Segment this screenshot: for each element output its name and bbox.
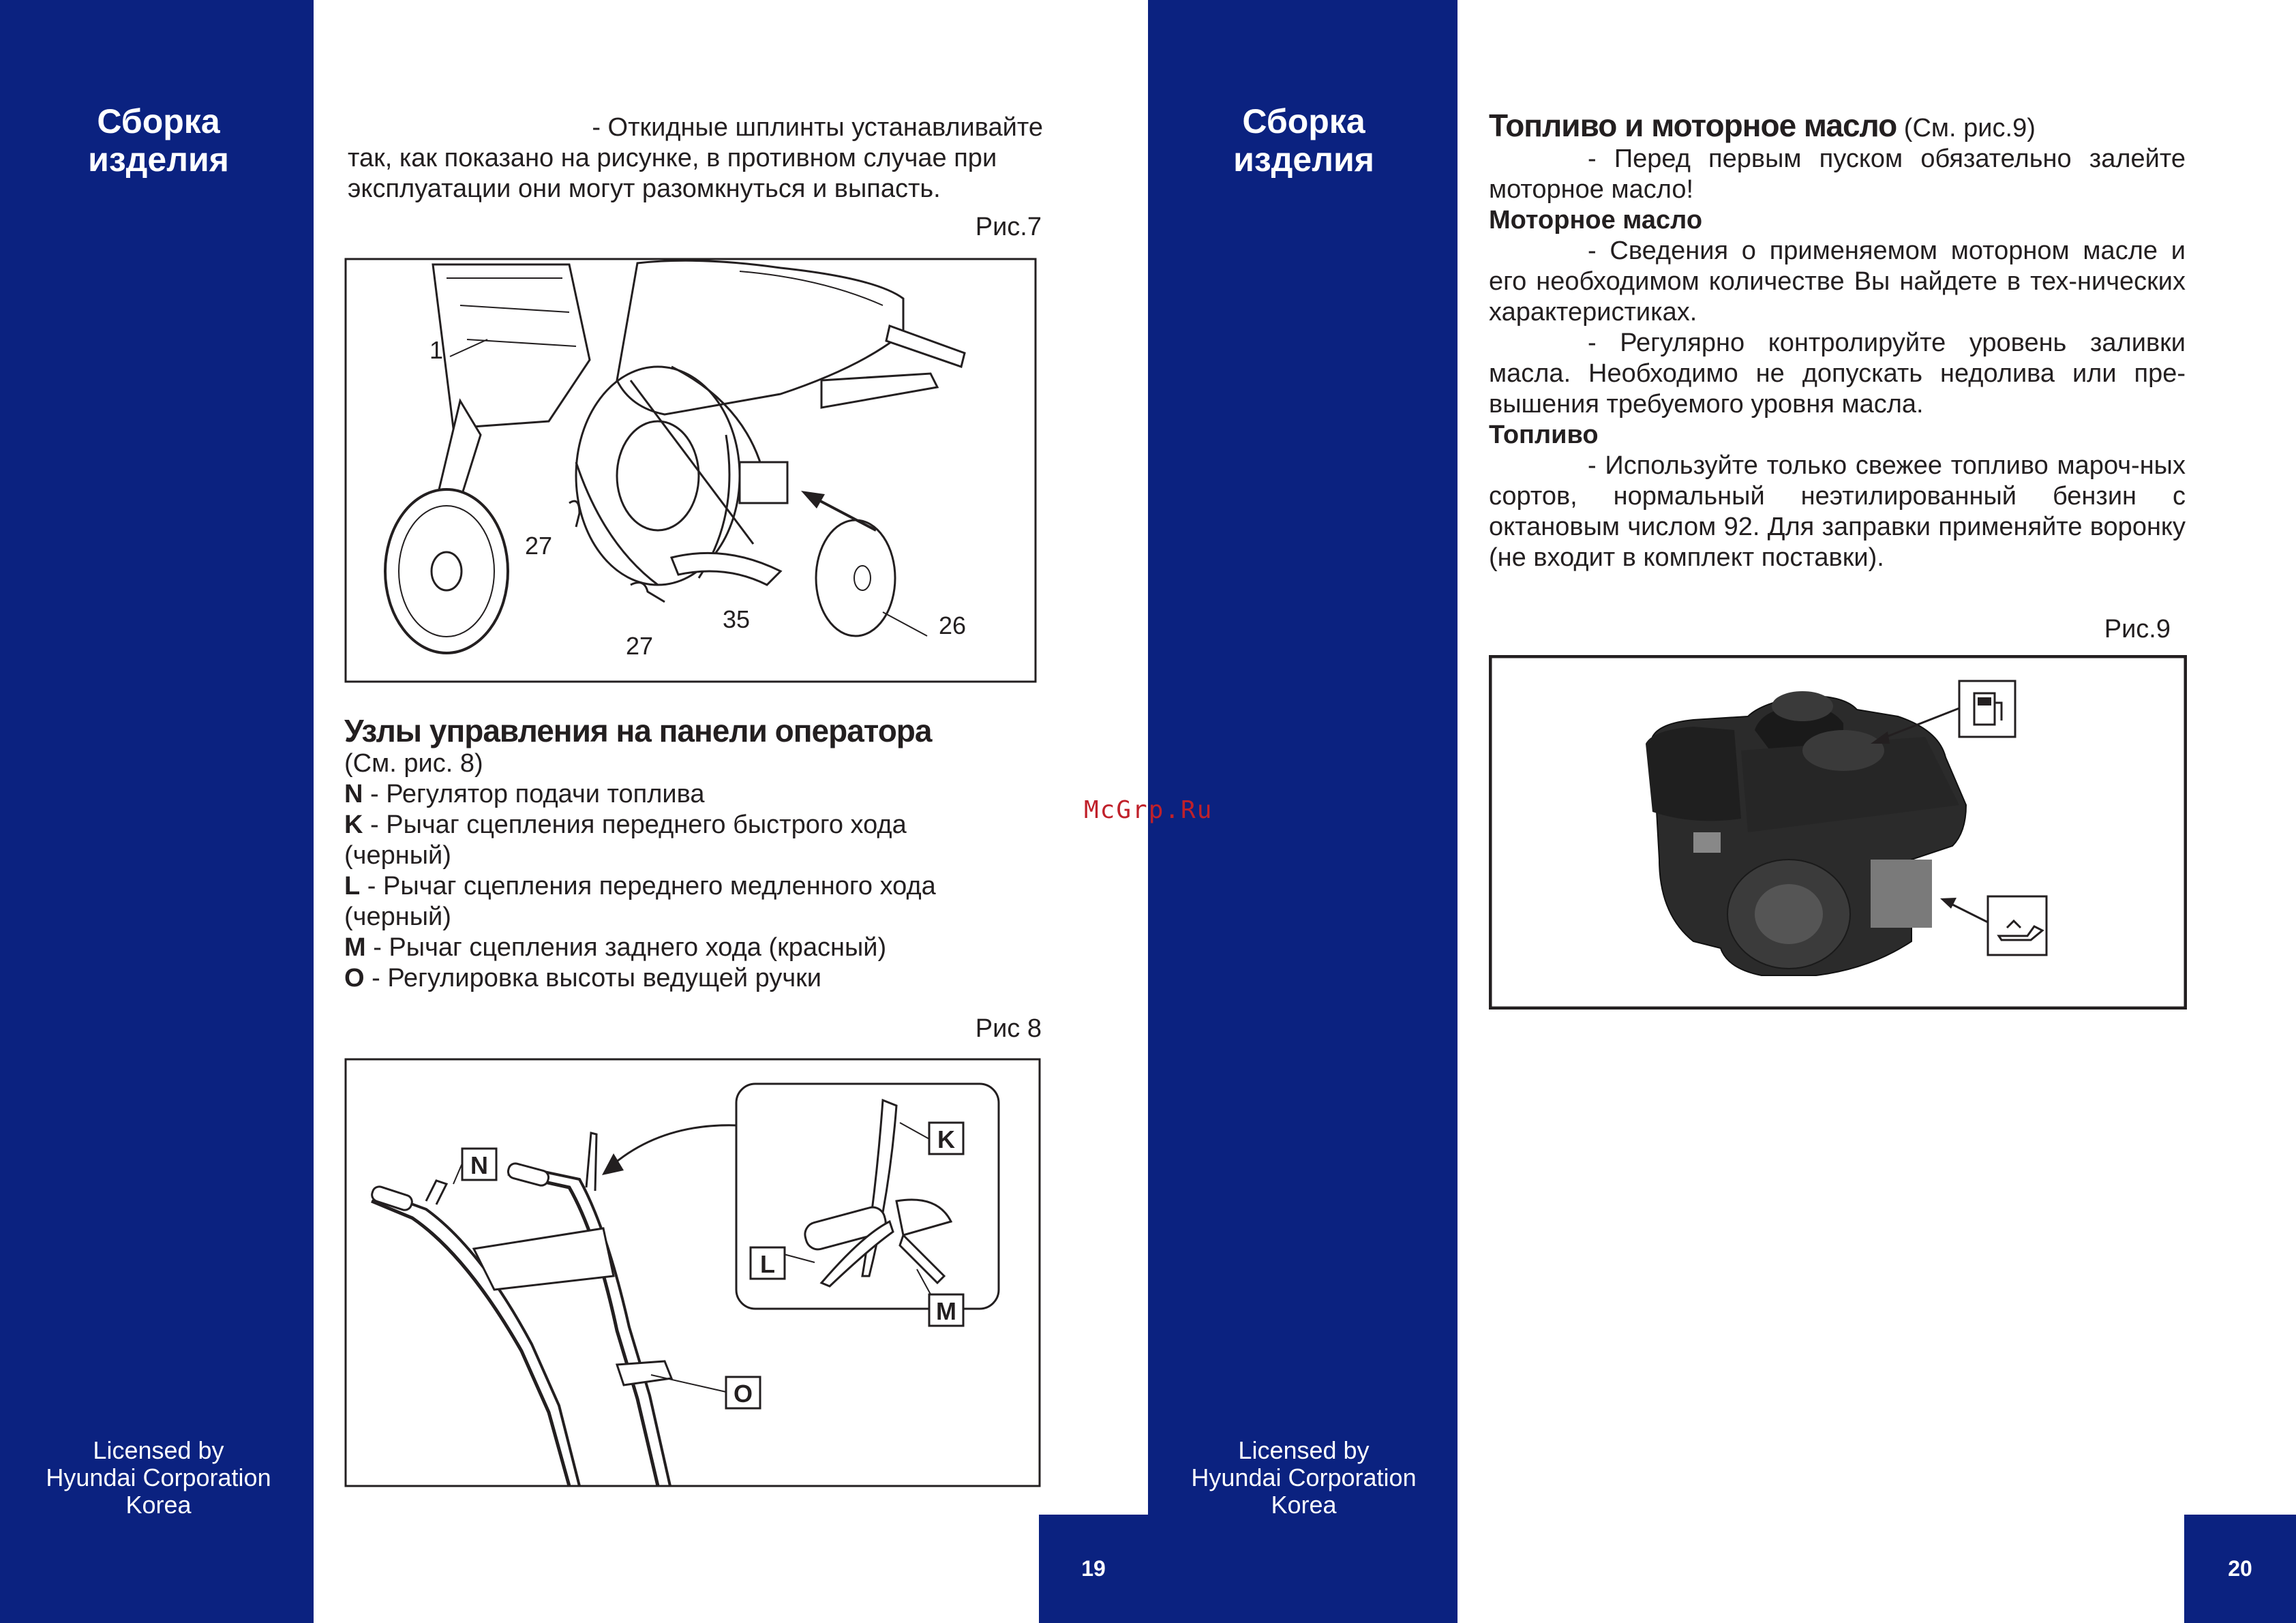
- fuel-oil-heading-ref: (См. рис.9): [1897, 114, 2036, 142]
- left-intro-text: [348, 112, 1044, 204]
- fig8-label-m: M: [936, 1297, 956, 1325]
- fig7-caption: Рис.7: [975, 213, 1042, 241]
- right-sidebar-title: [1186, 102, 1421, 179]
- fig7-tiller-drawing: [344, 258, 1037, 683]
- oil-heading: Моторное масло: [1489, 206, 1703, 234]
- fuel-heading: Топливо: [1489, 421, 1599, 449]
- left-license-line1: Licensed by: [93, 1436, 224, 1464]
- intro-line-1: - Откидные шплинты устанавливайте: [592, 113, 1043, 142]
- para-fuel: - Используйте только свежее топливо мароч-ных сортов, нормальный неэтилированный бензин с октановым числом 92. Для заправки применяйте воронку (не входит в комплект поставки).: [1489, 451, 2186, 572]
- left-sidebar-band: [0, 0, 314, 1623]
- right-page-number: 20: [2228, 1556, 2252, 1581]
- para-oil-info: - Сведения о применяемом моторном масле и его необходимом количестве Вы найдете в тех-нических характеристиках.: [1489, 237, 2186, 327]
- fig7-label-35: 35: [723, 605, 751, 633]
- watermark: McGrp.Ru: [1084, 796, 1213, 824]
- fig8-illustration: [344, 1058, 1041, 1487]
- control-item: L - Рычаг сцепления переднего медленного хода (черный): [344, 872, 936, 931]
- right-license-block: [1166, 1437, 1442, 1519]
- fig8-label-k: K: [937, 1125, 955, 1153]
- left-sidebar-title-line1: Сборка: [97, 102, 220, 140]
- controls-subheading: (См. рис. 8): [344, 749, 483, 778]
- fig7-label-1: 1: [429, 336, 444, 364]
- left-license-block: [20, 1437, 297, 1519]
- controls-heading: Узлы управления на панели оператора: [344, 713, 932, 748]
- right-license-line1: Licensed by: [1238, 1436, 1370, 1464]
- left-sidebar-title: [41, 102, 276, 179]
- left-sidebar-title-line2: изделия: [88, 140, 229, 179]
- left-license-line3: Korea: [125, 1491, 192, 1519]
- fig9-illustration: [1489, 655, 2187, 1010]
- para-first-start: - Перед первым пуском обязательно залейте моторное масло!: [1489, 145, 2186, 204]
- fuel-oil-heading-line: [1489, 108, 2186, 144]
- control-item: K - Рычаг сцепления переднего быстрого хода (черный): [344, 810, 907, 870]
- intro-line-3: эксплуатации они могут разомкнуться и выпасть.: [348, 175, 941, 203]
- para-oil-level: - Регулярно контролируйте уровень заливки масла. Необходимо не допускать недолива или пре-вышения требуемого уровня масла.: [1489, 329, 2186, 419]
- fig9-engine-photo: [1489, 655, 2187, 1010]
- right-sidebar-title-line2: изделия: [1233, 140, 1374, 179]
- fig8-caption: Рис 8: [975, 1014, 1042, 1043]
- control-item: O - Регулировка высоты ведущей ручки: [344, 964, 822, 992]
- fig8-label-l: L: [760, 1250, 775, 1278]
- right-license-line3: Korea: [1271, 1491, 1337, 1519]
- fig7-label-27b: 27: [626, 632, 654, 660]
- intro-line-2: так, как показано на рисунке, в противном случае при: [348, 144, 997, 172]
- right-license-line2: Hyundai Corporation: [1191, 1463, 1417, 1491]
- fig7-label-27a: 27: [525, 532, 553, 560]
- fig8-handle-drawing: [344, 1058, 1041, 1487]
- fig8-label-o: O: [733, 1380, 753, 1408]
- fig7-label-26: 26: [939, 611, 967, 639]
- fuel-oil-heading: Топливо и моторное масло: [1489, 108, 1897, 143]
- fig9-caption: Рис.9: [2104, 615, 2171, 643]
- control-item: M - Рычаг сцепления заднего хода (красный): [344, 933, 887, 962]
- fig8-label-n: N: [470, 1151, 488, 1179]
- right-sidebar-title-line1: Сборка: [1242, 102, 1365, 140]
- control-item: N - Регулятор подачи топлива: [344, 780, 705, 808]
- fig7-illustration: [344, 258, 1037, 683]
- left-page-number: 19: [1081, 1556, 1106, 1581]
- controls-section: [344, 713, 1046, 994]
- right-main-text: [1489, 108, 2186, 573]
- left-license-line2: Hyundai Corporation: [46, 1463, 271, 1491]
